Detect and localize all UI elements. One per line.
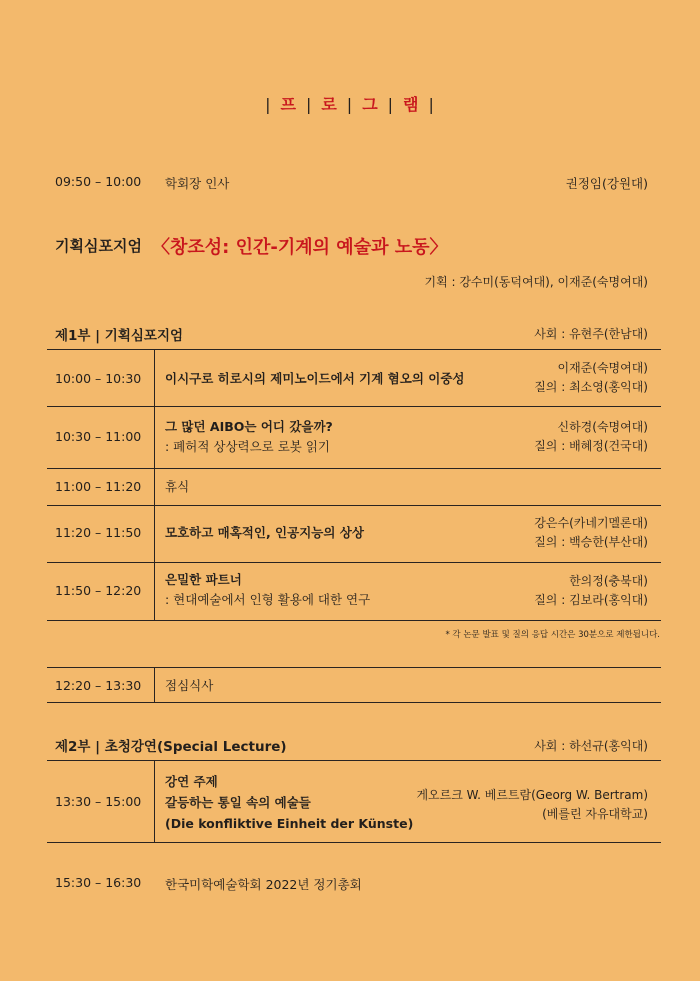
discussant-name: 질의 : 배혜정(건국대): [534, 439, 648, 453]
session-title: 휴식: [165, 479, 190, 494]
part2-label: 제2부 | 초청강연(Special Lecture): [55, 739, 287, 755]
lecture-speaker: [416, 786, 648, 824]
table-rule: [47, 406, 661, 407]
column-divider: [154, 761, 155, 842]
lecture-title-original: (Die konfliktive Einheit der Künste): [165, 816, 414, 831]
session-time: 10:30 – 11:00: [55, 429, 142, 444]
session-subtitle: : 현대예술에서 인형 활용에 대한 연구: [165, 592, 371, 607]
table-rule: [47, 620, 661, 621]
session-presenter: [534, 572, 648, 610]
session-presenter: [534, 359, 648, 397]
table-rule: [47, 349, 661, 350]
session-title-block: [165, 570, 370, 610]
presenter-name: 신하경(숙명여대): [557, 420, 648, 434]
column-divider: [154, 350, 155, 620]
table-rule: [47, 760, 661, 761]
session-title: 모호하고 매혹적인, 인공지능의 상상: [165, 525, 364, 540]
speaker-affiliation: (베를린 자유대학교): [542, 807, 648, 821]
session-time: 11:00 – 11:20: [55, 479, 142, 494]
discussant-name: 질의 : 김보라(홍익대): [534, 593, 648, 607]
symposium-label: 기획심포지엄: [55, 237, 142, 255]
symposium-organizers: 기획 : 강수미(동덕여대), 이재준(숙명여대): [424, 275, 648, 289]
lunch-time: 12:20 – 13:30: [55, 678, 142, 693]
discussant-name: 질의 : 최소영(홍익대): [534, 380, 648, 394]
table-rule: [47, 562, 661, 563]
lunch-title: 점심식사: [165, 678, 214, 693]
opening-speaker: 권정임(강원대): [565, 176, 648, 191]
session-subtitle: : 폐허적 상상력으로 로봇 읽기: [165, 439, 331, 454]
presenter-name: 강은수(카네기멜론대): [534, 516, 648, 530]
footnote: * 각 논문 발표 및 질의 응답 시간은 30분으로 제한됩니다.: [445, 630, 660, 640]
session-presenter: [534, 418, 648, 456]
title-char: 프: [280, 95, 297, 114]
table-rule: [47, 667, 661, 668]
table-rule: [47, 702, 661, 703]
lecture-time: 13:30 – 15:00: [55, 794, 142, 809]
presenter-name: 한의정(충북대): [569, 574, 648, 588]
session-title-block: [165, 417, 333, 457]
session-time: 11:50 – 12:20: [55, 583, 142, 598]
session-title: 그 많던 AIBO는 어디 갔을까?: [165, 419, 333, 434]
session-title: 이시구로 히로시의 제미노이드에서 기계 혐오의 이중성: [165, 371, 465, 386]
discussant-name: 질의 : 백승한(부산대): [534, 535, 648, 549]
part2-moderator: 사회 : 하선규(홍익대): [534, 739, 648, 753]
presenter-name: 이재준(숙명여대): [557, 361, 648, 375]
table-rule: [47, 842, 661, 843]
opening-title: 학회장 인사: [165, 176, 230, 191]
opening-time: 09:50 – 10:00: [55, 174, 142, 189]
part1-label: 제1부 | 기획심포지엄: [55, 328, 184, 344]
symposium-theme: 〈창조성: 인간-기계의 예술과 노동〉: [152, 237, 448, 258]
title-char: 그: [362, 95, 379, 114]
title-char: 로: [321, 95, 338, 114]
speaker-name: 게오르크 W. 베르트람(Georg W. Bertram): [416, 788, 648, 802]
table-rule: [47, 505, 661, 506]
part1-moderator: 사회 : 유현주(한남대): [534, 327, 648, 341]
lecture-title-block: [165, 771, 413, 834]
session-presenter: [534, 514, 648, 552]
session-title: 은밀한 파트너: [165, 572, 242, 587]
table-rule: [47, 468, 661, 469]
session-time: 10:00 – 10:30: [55, 371, 142, 386]
closing-title: 한국미학예술학회 2022년 정기총회: [165, 877, 362, 892]
page-title: | 프 | 로 | 그 | 램 |: [265, 95, 435, 114]
title-char: 램: [403, 95, 420, 114]
column-divider: [154, 668, 155, 702]
lecture-title: 갈등하는 통일 속의 예술들: [165, 795, 311, 810]
closing-time: 15:30 – 16:30: [55, 875, 142, 890]
session-time: 11:20 – 11:50: [55, 525, 142, 540]
lecture-heading: 강연 주제: [165, 774, 218, 789]
